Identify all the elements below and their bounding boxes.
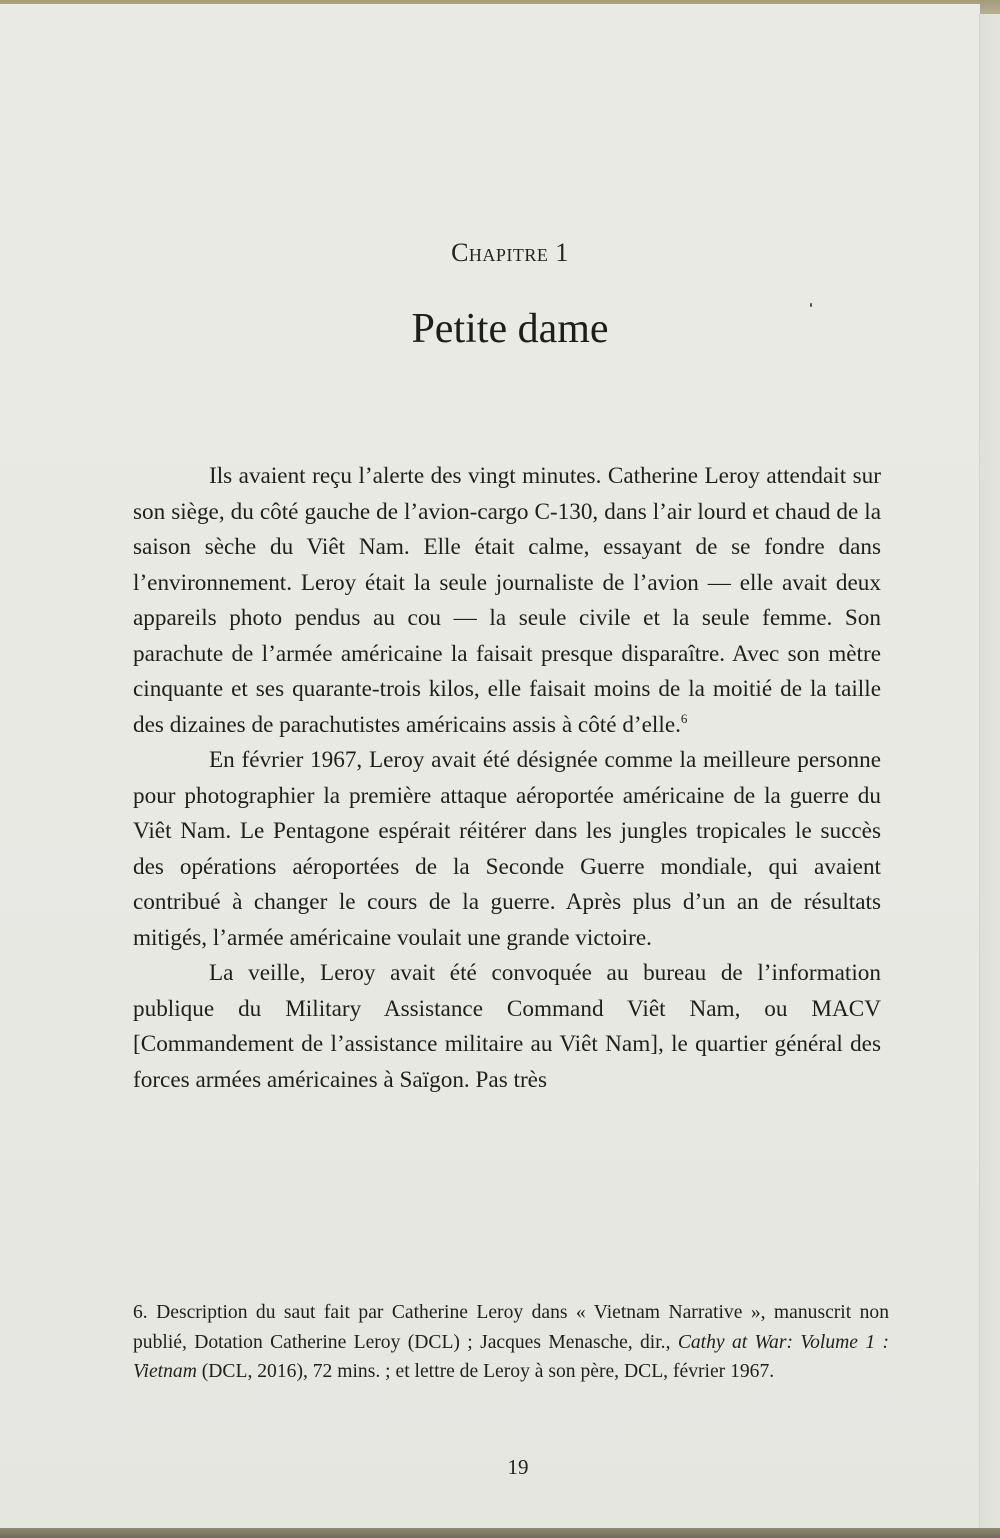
footnote-text-start: 6. Description du saut fait par Catherine Leroy dans « Vietnam Narrative », manuscrit non publié, Dotation Catherine Leroy (DCL) ; Jacques Menasche, dir., <box>133 1302 889 1353</box>
paragraph-text: La veille, Leroy avait été convoquée au bureau de l’information publique du Military Assistance Command Viêt Nam, ou MACV [Commandement de l’assistance militaire au Viêt Nam], le quartier général des forces armées américaines à Saïgon. Pas très <box>133 960 881 1093</box>
paragraph-text: Ils avaient reçu l’alerte des vingt minutes. Catherine Leroy attendait sur son siège, du côté gauche de l’avion-cargo C-130, dans l’air lourd et chaud de la saison sèche du Viêt Nam. Elle était calme, essayant de se fondre dans l’environnement. Leroy était la seule journaliste de l’avion — elle avait deux appareils photo pendus au cou — la seule civile et la seule femme. Son parachute de l’armée américaine la faisait presque disparaître. Avec son mètre cinquante et ses quarante-trois kilos, elle faisait moins de la moitié de la taille des dizaines de parachutistes américains assis à côté d’elle. <box>133 463 881 738</box>
paragraph <box>133 743 881 956</box>
footnote-text <box>133 1298 889 1387</box>
footnote-reference: 6 <box>680 710 688 726</box>
footnote-film-title: Cathy at War: Volume 1 : Vietnam <box>133 1331 889 1382</box>
paragraph-text: En février 1967, Leroy avait été désignée comme la meilleure personne pour photographier la première attaque aéroportée américaine de la guerre du Viêt Nam. Le Pentagone espérait réitérer dans les jungles tropicales le succès des opérations aéroportées de la Seconde Guerre mondiale, qui avaient contribué à changer le cours de la guerre. Après plus d’un an de résultats mitigés, l’armée américaine voulait une grande victoire. <box>133 747 881 951</box>
table-surface-bottom <box>0 1528 1000 1538</box>
footnote-text-end: (DCL, 2016), 72 mins. ; et lettre de Leroy à son père, DCL, février 1967. <box>196 1361 775 1382</box>
body-text <box>133 459 881 1098</box>
chapter-label: Chapitre 1 <box>451 238 569 267</box>
footnote <box>133 1298 889 1387</box>
paragraph <box>133 459 881 743</box>
page-number: 19 <box>507 1455 529 1479</box>
paragraph <box>133 956 881 1098</box>
chapter-title: Petite dame <box>411 306 609 352</box>
